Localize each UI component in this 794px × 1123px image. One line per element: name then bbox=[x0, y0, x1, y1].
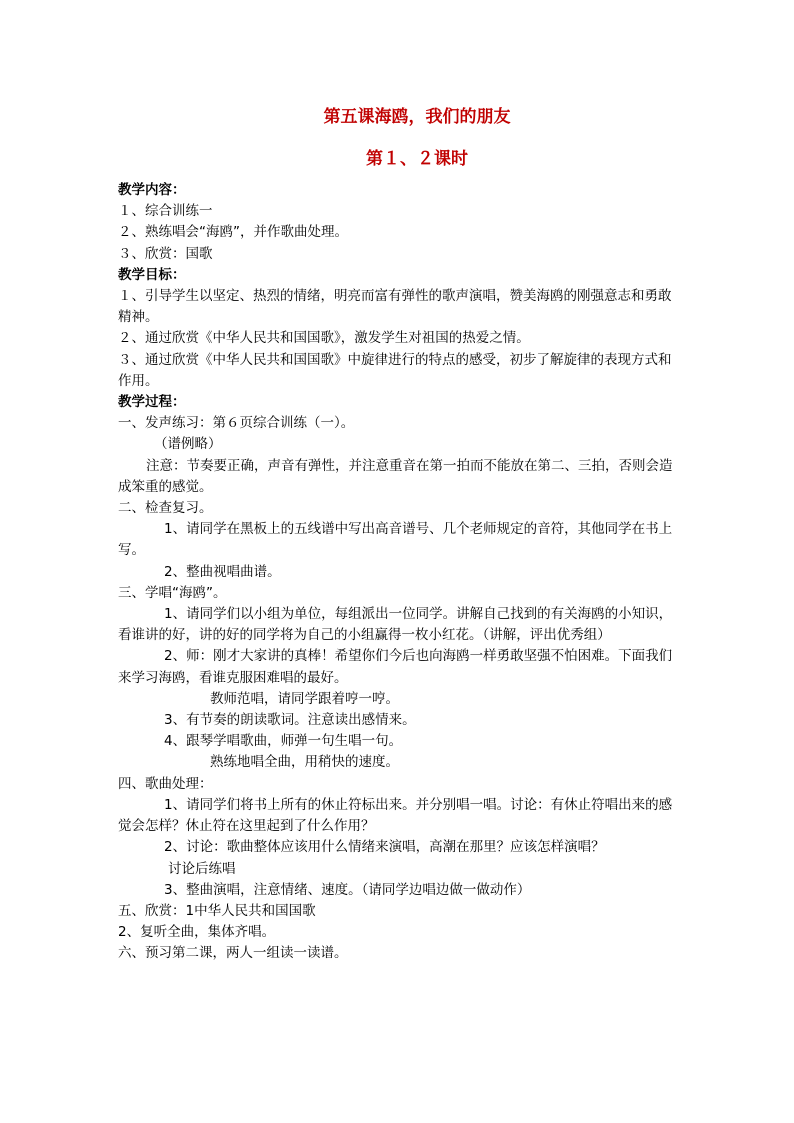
lesson-subtitle: 第１、２课时 bbox=[366, 149, 468, 169]
goal-item: １、引导学生以坚定、热烈的情绪，明亮而富有弹性的歌声演唱，赞美海鸥的刚强意志和勇敢精神。 bbox=[118, 288, 672, 326]
process-note: 教师范唱，请同学跟着哼一哼。 bbox=[210, 690, 399, 707]
process-note: （谱例略） bbox=[154, 436, 222, 453]
process-step-title: 六、预习第二课，两人一组读一读谱。 bbox=[118, 945, 348, 962]
content-item: ３、欣赏：国歌 bbox=[118, 245, 213, 262]
process-heading: 教学过程： bbox=[118, 394, 186, 411]
process-paragraph: 1、请同学们将书上所有的休止符标出来。并分别唱一唱。讨论：有休止符唱出来的感觉会怎样？休止符在这里起到了什么作用？ bbox=[118, 796, 673, 835]
process-paragraph: 3、有节奏的朗读歌词。注意读出感情来。 bbox=[164, 712, 416, 729]
process-paragraph: 1、请同学在黑板上的五线谱中写出高音谱号、几个老师规定的音符，其他同学在书上写。 bbox=[118, 521, 673, 559]
lesson-title: 第五课海鸥，我们的朋友 bbox=[323, 107, 511, 127]
process-step-title: 三、学唱“海鸥”。 bbox=[118, 584, 227, 601]
lesson-body bbox=[118, 180, 683, 965]
process-step-title: 二、检查复习。 bbox=[118, 500, 213, 517]
process-paragraph: 2、复听全曲，集体齐唱。 bbox=[118, 924, 276, 941]
process-paragraph: 2、整曲视唱曲谱。 bbox=[164, 563, 281, 580]
process-step-title: 四、歌曲处理： bbox=[118, 775, 213, 792]
process-paragraph: 4、跟琴学唱歌曲，师弹一句生唱一句。 bbox=[164, 733, 403, 750]
goals-heading: 教学目标： bbox=[118, 266, 186, 283]
process-paragraph: 3、整曲演唱，注意情绪、速度。（请同学边唱边做一做动作） bbox=[164, 881, 531, 898]
process-paragraph: 2、讨论：歌曲整体应该用什么情绪来演唱，高潮在那里？应该怎样演唱？ bbox=[164, 839, 605, 856]
goal-item: ２、通过欣赏《中华人民共和国国歌》，激发学生对祖国的热爱之情。 bbox=[118, 330, 530, 347]
process-paragraph: 2、师：刚才大家讲的真棒！希望你们今后也向海鸥一样勇敢坚强不怕困难。下面我们来学习海鸥，看谁克服困难唱的最好。 bbox=[118, 648, 673, 686]
process-note: 讨论后练唱 bbox=[168, 860, 236, 877]
content-item: １、综合训练一 bbox=[118, 203, 213, 220]
content-heading: 教学内容： bbox=[118, 182, 186, 198]
process-step-title: 五、欣赏：1中华人民共和国国歌 bbox=[118, 902, 316, 919]
process-paragraph: 1、请同学们以小组为单位，每组派出一位同学。讲解自己找到的有关海鸥的小知识，看谁讲的好，讲的好的同学将为自己的小组赢得一枚小红花。（讲解，评出优秀组） bbox=[118, 606, 673, 644]
process-step-title: 一、发声练习：第６页综合训练（一）。 bbox=[118, 415, 355, 432]
process-paragraph: 注意：节奏要正确，声音有弹性，并注意重音在第一拍而不能放在第二、三拍，否则会造成笨重的感觉。 bbox=[118, 457, 673, 495]
process-note: 熟练地唱全曲，用稍快的速度。 bbox=[210, 754, 399, 771]
goal-item: ３、通过欣赏《中华人民共和国国歌》中旋律进行的特点的感受，初步了解旋律的表现方式和作用。 bbox=[118, 351, 672, 389]
content-item: ２、熟练唱会“海鸥”，并作歌曲处理。 bbox=[118, 224, 348, 241]
